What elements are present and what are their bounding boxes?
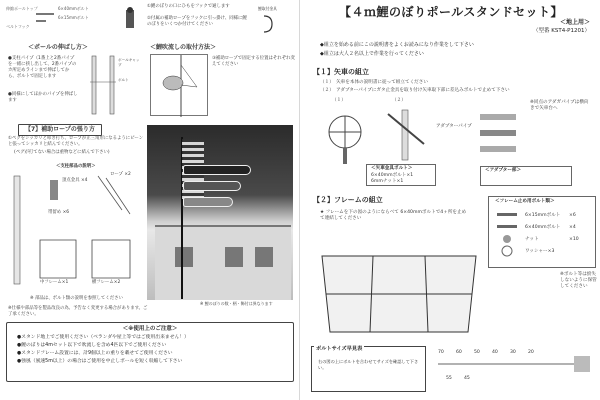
warnings-list bbox=[17, 335, 189, 367]
rope-part-label: ロープ ×2 bbox=[110, 172, 131, 177]
pole-step-2: ●同様にしてほかのパイプを伸ばします bbox=[8, 92, 78, 103]
frame-parts-title: ＜フレーム止め用ボルト類＞ bbox=[495, 199, 555, 204]
carp-streamer bbox=[183, 197, 233, 207]
mount-part-box bbox=[258, 6, 296, 36]
hardware-label: 伸縮ポールトップ bbox=[6, 6, 38, 11]
scale-tick: 60 bbox=[456, 350, 462, 355]
windmill-illustration-1 bbox=[312, 104, 378, 166]
bolt-chart-desc: 右の図の上にボルトを合わせてサイズを確認して下さい。 bbox=[318, 359, 419, 370]
rope-intro-note: (ペグが打てない場合は重物などに結んで下さい) bbox=[14, 150, 110, 155]
scale-tick: 40 bbox=[492, 350, 498, 355]
adapter-illustration bbox=[470, 104, 524, 166]
intro-line: ◆組立を始める前にこの説明書をよくお読みになり作業をして下さい bbox=[320, 42, 474, 48]
bolt-chart-title: ボルトサイズ早見表 bbox=[316, 346, 363, 352]
section1-header: 【１】矢車の組立 bbox=[313, 68, 369, 76]
washer-item: ワッシャー×3 bbox=[525, 249, 555, 254]
section2-step: ★ フレームを下の図のようにならべて 6×40mmボルトで4ヶ所を止めて連結してください bbox=[320, 210, 467, 222]
frame-illustration bbox=[318, 250, 480, 336]
frame-part: ナット bbox=[525, 237, 539, 242]
warning-item: ●スタンドフレーム設置には、計9個以上の重りを載せてご使用ください bbox=[17, 351, 173, 357]
rope-part-label: 頂点金具 ×4 bbox=[62, 178, 88, 183]
bolt-item: 6mmナット×1 bbox=[371, 179, 404, 184]
hardware-label: 6×15mmボルト bbox=[58, 15, 89, 20]
section2-header: 【２】フレームの組立 bbox=[313, 196, 383, 204]
pole-label: ボールキャップ bbox=[118, 58, 140, 67]
adapter-box bbox=[480, 166, 572, 186]
adapter-parts-title: ＜アダプター部＞ bbox=[485, 168, 522, 173]
section1-side-note: ※同点のアダガパイプは横向きで矢車台へ bbox=[530, 100, 589, 112]
page-title: 【４ｍ鯉のぼりポールスタンドセット】 bbox=[338, 5, 564, 19]
usage-warnings bbox=[6, 322, 294, 382]
pole-label: ボルト bbox=[118, 78, 129, 82]
frame-label: 中フレーム×1 bbox=[40, 280, 69, 285]
scale-tick: 55 bbox=[446, 376, 452, 381]
carp-streamer bbox=[183, 181, 241, 191]
sub-label: （１） bbox=[332, 98, 346, 103]
mount-step-3: ③補助ロープで固定する位置はそれぞれ変えてください bbox=[212, 56, 295, 67]
carp-mount-diagram bbox=[150, 54, 208, 116]
hardware-label: ベルトフック bbox=[6, 24, 30, 29]
rope-diagram-title: ＜支柱部品の説明＞ bbox=[56, 164, 96, 169]
adapter-label: アダプターパイプ bbox=[436, 124, 472, 129]
bolt-scale bbox=[434, 350, 594, 390]
scale-tick: 50 bbox=[474, 350, 480, 355]
window bbox=[225, 247, 243, 267]
bolt-illustration bbox=[36, 13, 54, 15]
warning-item: ●スタンド地上でご使用ください（ベランダや屋上等ではご使用出来ません！） bbox=[17, 335, 189, 340]
window bbox=[255, 247, 273, 267]
pole-extension-header: ＜ポールの伸ばし方＞ bbox=[28, 44, 88, 51]
section1-step-1: （１） 矢車を本体の説明書に従って組立てください bbox=[320, 80, 428, 85]
rope-footnote: ※ 部品は、ボルト類の説明を参照してください bbox=[30, 296, 123, 301]
mount-intro bbox=[147, 4, 247, 34]
top-cap-illustration bbox=[116, 6, 144, 32]
windmill-illustration-2 bbox=[380, 104, 434, 166]
bolt-illustration bbox=[36, 20, 46, 22]
warnings-title: ＜※使用上のご注意＞ bbox=[122, 326, 178, 332]
frame-part-count: ×6 bbox=[569, 213, 576, 218]
page-subtitle: ＜地上用＞ bbox=[559, 19, 590, 26]
bolt-size-chart bbox=[311, 346, 426, 392]
hardware-label: 6×40mmボルト bbox=[58, 6, 89, 11]
section2-side-note: ※ボルト等は紛失しないように保管してください bbox=[560, 272, 597, 290]
frame-bolt-box bbox=[488, 196, 596, 268]
frame-label: 横フレーム×2 bbox=[92, 280, 121, 285]
photo-caption: ※ 鯉のぼりの数・柄・飾付は異なります bbox=[200, 301, 273, 306]
rope-part-label: 帯留め ×6 bbox=[48, 210, 70, 215]
house bbox=[155, 225, 291, 300]
pole-step-1: ●支柱パイプ（1番上と2番パイプを一緒に挟し出して、2番パイプのカ所定めラインまで伸ばしてから、ボルトで固定します bbox=[8, 56, 77, 79]
scale-tick: 45 bbox=[464, 376, 470, 381]
rope-diagram bbox=[6, 170, 144, 295]
section1-step-2: （２） アダプターパイプにガタ止金具を取り付け矢車取下部に差込みボルトで止めて下さい bbox=[320, 88, 510, 93]
frame-part-count: ×4 bbox=[569, 225, 576, 230]
frame-part: 6×40mmボルト bbox=[525, 225, 561, 230]
windmill-bolt-box bbox=[366, 164, 436, 186]
window bbox=[175, 247, 193, 267]
mount-step-1: ①鯉のぼりの口にひもをフックで通します bbox=[147, 4, 230, 9]
pole-diagram bbox=[80, 52, 140, 118]
model-number: （型番 KST4-P1201） bbox=[532, 28, 590, 34]
intro-notes bbox=[320, 42, 474, 60]
carp-streamer bbox=[183, 165, 251, 175]
rope-header: 【7】補助ロープの張り方 bbox=[18, 124, 102, 136]
page-fold bbox=[299, 0, 300, 400]
frame-part: 6×15mmボルト bbox=[525, 213, 561, 218]
mount-step-2: ②付属の補助ロープをフックに引っ掛け、同様に鯉のぼりをいくつか付けてください bbox=[147, 16, 247, 27]
intro-line: ◆組立は大人２名以上で作業を行ってください bbox=[320, 50, 424, 57]
warning-item: ●鯉のぼりは4mセット以下で吹流しを含め4匹以下でご使用ください bbox=[17, 343, 167, 349]
mount-part-label: 鯉取付金具 bbox=[258, 6, 277, 11]
scale-tick: 30 bbox=[510, 350, 516, 355]
hardware-strip bbox=[6, 6, 116, 32]
product-photo bbox=[147, 125, 293, 300]
warning-item: ●強風（風速5m以上）の場合はご使用を中止しポールを短く収縮して下さい bbox=[17, 359, 183, 365]
rope-intro: ①ペグをシッカリと叩き打ち、ロープが正三角形になるようにピーンと張ってシッカリと結んでください。 bbox=[8, 136, 144, 147]
sub-label: （２） bbox=[392, 98, 406, 103]
scale-tick: 70 bbox=[438, 350, 444, 355]
frame-part-count: ×10 bbox=[569, 237, 579, 242]
carp-mount-header: ＜鯉吹流しの取付方法＞ bbox=[150, 44, 217, 51]
spec-change-note: ※仕様や部品等を製品改良の為、予告なく変更する場合があります。ご了承ください。 bbox=[8, 306, 148, 317]
bolt-item: 6×40mmボルト×1 bbox=[371, 173, 414, 178]
windmill-parts-title: ＜矢車金具ボルト＞ bbox=[371, 166, 413, 171]
scale-tick: 20 bbox=[528, 350, 534, 355]
